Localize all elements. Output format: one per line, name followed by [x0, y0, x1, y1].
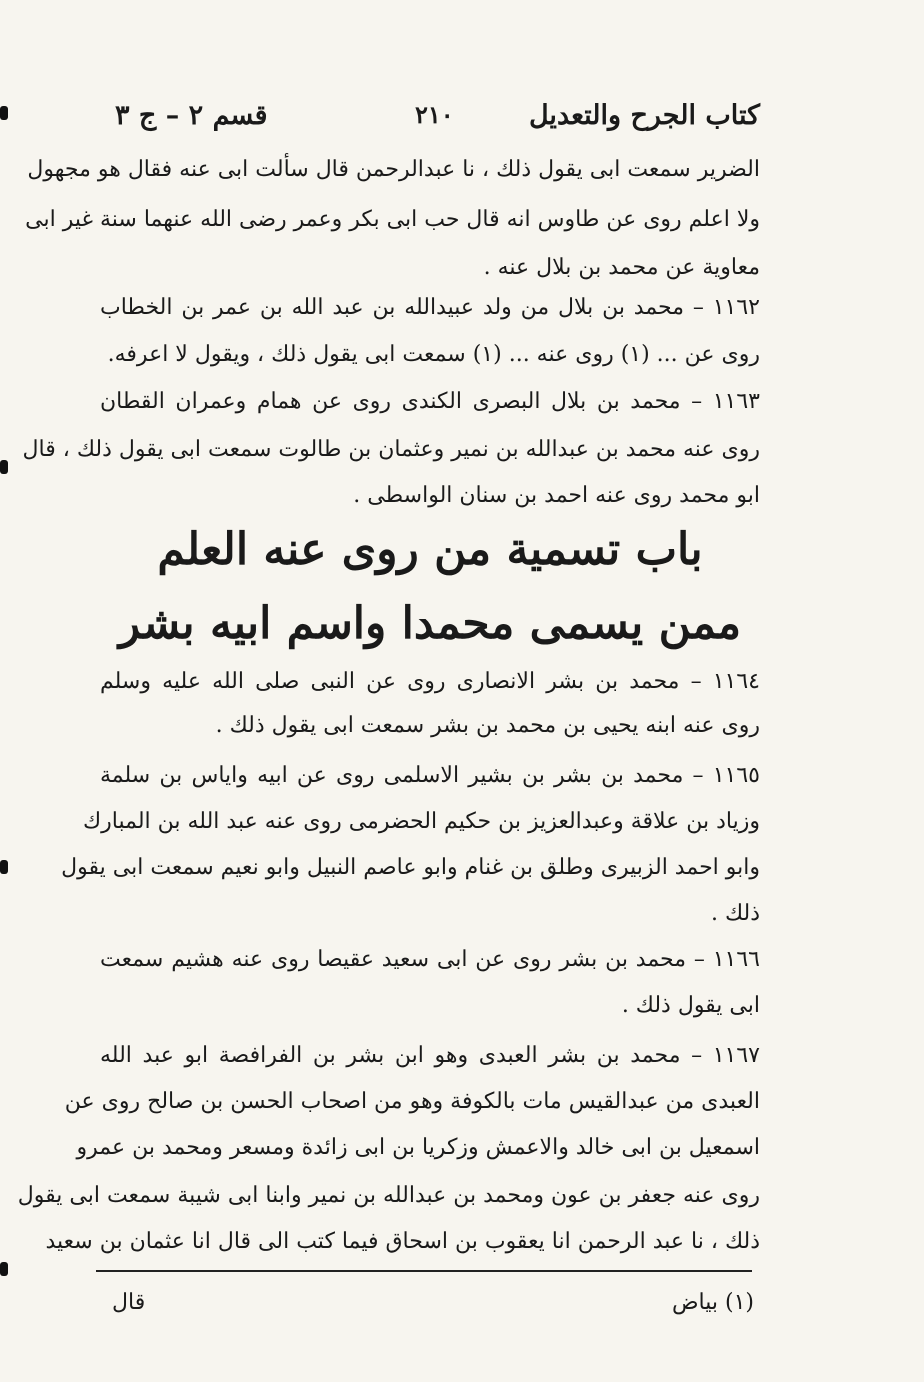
entry-1163-line: ابو محمد روى عنه احمد بن سنان الواسطى .: [353, 483, 760, 508]
chapter-heading: ممن يسمى محمدا واسم ابيه بشر: [118, 598, 742, 649]
footnote-rule: [96, 1270, 752, 1272]
entry-1167-line: اسمعيل بن ابى خالد والاعمش وزكريا بن ابى زائدة ومسعر ومحمد بن عمرو: [76, 1135, 760, 1160]
entry-1164-line: روى عنه ابنه يحيى بن محمد بن بشر سمعت ابى يقول ذلك .: [215, 713, 760, 738]
footnote: (١) بياض: [671, 1290, 754, 1315]
text-line: ولا اعلم روى عن طاوس انه قال حب ابى بكر وعمر رضى الله عنهما سنة غير ابى: [25, 207, 760, 232]
entry-1167-line: روى عنه جعفر بن عون ومحمد بن عبدالله بن نمير وابنا ابى شيبة سمعت ابى يقول: [17, 1183, 760, 1208]
text-line: معاوية عن محمد بن بلال عنه .: [483, 255, 760, 280]
margin-mark: [0, 1262, 8, 1276]
entry-1166-line: ١١٦٦ – محمد بن بشر روى عن ابى سعيد عقيصا روى عنه هشيم سمعت: [100, 947, 760, 972]
entry-1164-line: ١١٦٤ – محمد بن بشر الانصارى روى عن النبى صلى الله عليه وسلم: [100, 669, 760, 694]
entry-1167-line: ذلك ، نا عبد الرحمن انا يعقوب بن اسحاق فيما كتب الى قال انا عثمان بن سعيد: [45, 1229, 760, 1254]
entry-1165-line: وزياد بن علاقة وعبدالعزيز بن حكيم الحضرمى روى عنه عبد الله بن المبارك: [83, 809, 760, 834]
entry-1165-line: ذلك .: [710, 901, 760, 926]
section-label: قسم ٢ – ج ٣: [115, 100, 268, 131]
entry-1167-line: ١١٦٧ – محمد بن بشر العبدى وهو ابن بشر بن الفرافصة ابو عبد الله: [100, 1043, 760, 1068]
margin-mark: [0, 860, 8, 874]
running-header: [110, 100, 760, 144]
entry-1165-line: ١١٦٥ – محمد بن بشر بن بشير الاسلمى روى عن ابيه واياس بن سلمة: [100, 763, 760, 788]
catchword: قال: [112, 1290, 146, 1315]
margin-mark: [0, 106, 8, 120]
entry-1162-line: روى عن ... (١) روى عنه ... (١) سمعت ابى يقول ذلك ، ويقول لا اعرفه.: [107, 342, 760, 367]
page-number: ٢١٠: [415, 100, 454, 129]
book-title: كتاب الجرح والتعديل: [528, 100, 760, 131]
entry-1167-line: العبدى من عبدالقيس مات بالكوفة وهو من اصحاب الحسن بن صالح روى عن: [64, 1089, 760, 1114]
entry-1163-line: روى عنه محمد بن عبدالله بن نمير وعثمان بن طالوت سمعت ابى يقول ذلك ، قال: [22, 437, 760, 462]
text-line: الضرير سمعت ابى يقول ذلك ، نا عبدالرحمن قال سألت ابى عنه فقال هو مجهول: [27, 157, 760, 182]
entry-1165-line: وابو احمد الزبيرى وطلق بن غنام وابو عاصم النبيل وابو نعيم سمعت ابى يقول: [61, 855, 760, 880]
entry-1166-line: ابى يقول ذلك .: [621, 993, 760, 1018]
entry-1162-line: ١١٦٢ – محمد بن بلال من ولد عبيدالله بن عبد الله بن عمر بن الخطاب: [100, 295, 760, 320]
margin-mark: [0, 460, 8, 474]
entry-1163-line: ١١٦٣ – محمد بن بلال البصرى الكندى روى عن همام وعمران القطان: [100, 389, 760, 414]
chapter-heading: باب تسمية من روى عنه العلم: [157, 524, 703, 575]
